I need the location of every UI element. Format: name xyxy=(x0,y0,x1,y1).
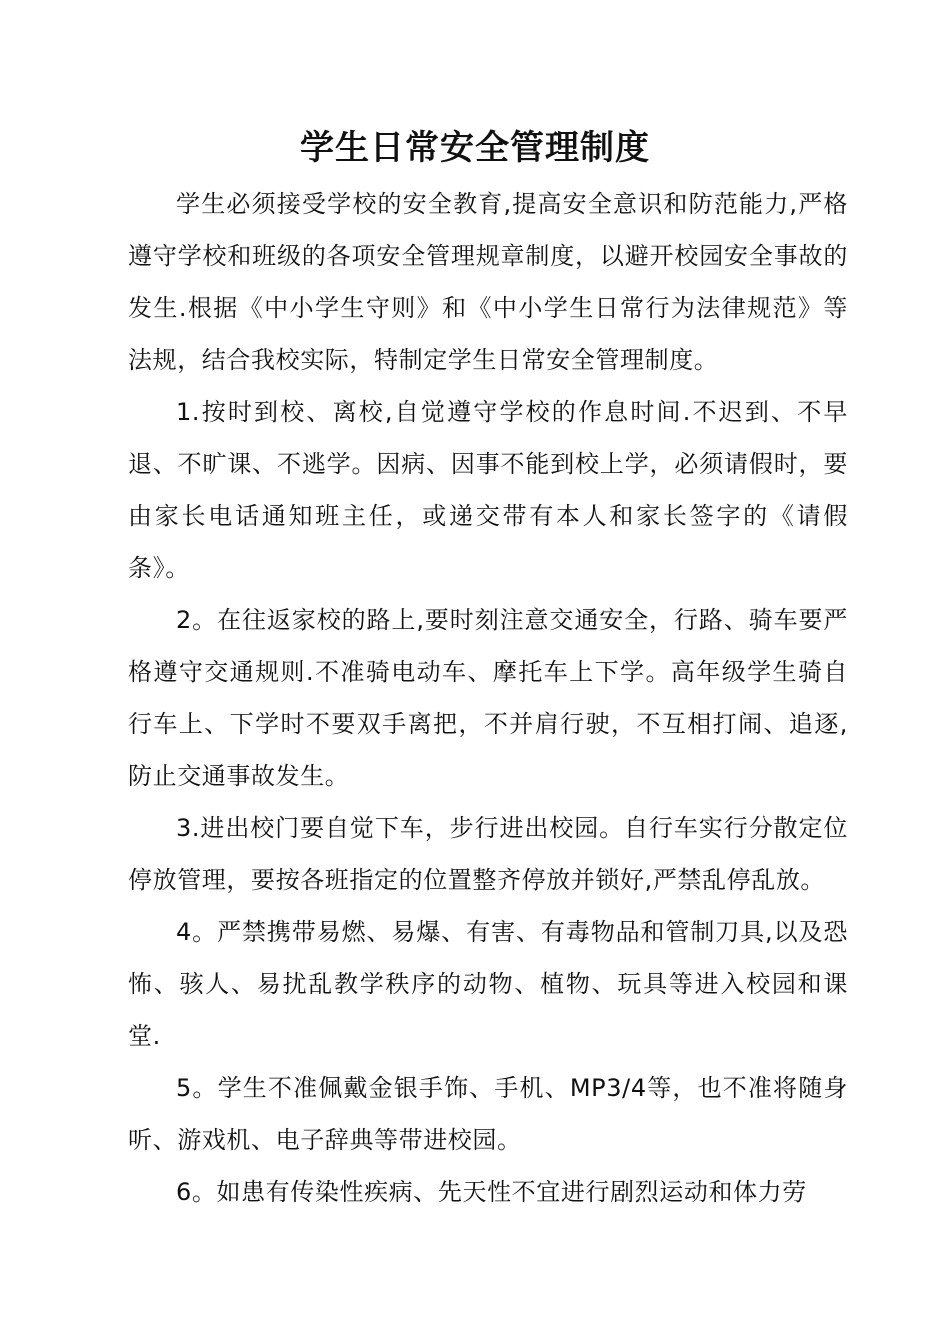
rule-5-paragraph: 5。学生不准佩戴金银手饰、手机、MP3/4等，也不准将随身听、游戏机、电子辞典等带进校园。 xyxy=(128,1074,848,1154)
rule-2-paragraph: 2。在往返家校的路上,要时刻注意交通安全，行路、骑车要严格遵守交通规则.不准骑电动车、摩托车上下学。高年级学生骑自行车上、下学时不要双手离把，不并肩行驶，不互相打闹、追逐,防止交通事故发生。 xyxy=(128,606,848,790)
rule-1-paragraph: 1.按时到校、离校,自觉遵守学校的作息时间.不迟到、不早退、不旷课、不逃学。因病、因事不能到校上学，必须请假时，要由家长电话通知班主任，或递交带有本人和家长签字的《请假条》。 xyxy=(128,398,848,582)
rule-4-paragraph: 4。严禁携带易燃、易爆、有害、有毒物品和管制刀具,以及恐怖、骇人、易扰乱教学秩序的动物、植物、玩具等进入校园和课堂. xyxy=(128,918,848,1050)
intro-paragraph: 学生必须接受学校的安全教育,提高安全意识和防范能力,严格遵守学校和班级的各项安全管理规章制度，以避开校园安全事故的发生.根据《中小学生守则》和《中小学生日常行为法律规范》等法规，结合我校实际，特制定学生日常安全管理制度。 xyxy=(128,190,848,374)
document-body xyxy=(128,178,848,1218)
rule-6-paragraph: 6。如患有传染性疾病、先天性不宜进行剧烈运动和体力劳 xyxy=(176,1178,807,1206)
rule-3-paragraph: 3.进出校门要自觉下车，步行进出校园。自行车实行分散定位停放管理，要按各班指定的位置整齐停放并锁好,严禁乱停乱放。 xyxy=(128,814,848,894)
document-title: 学生日常安全管理制度 xyxy=(300,128,650,168)
